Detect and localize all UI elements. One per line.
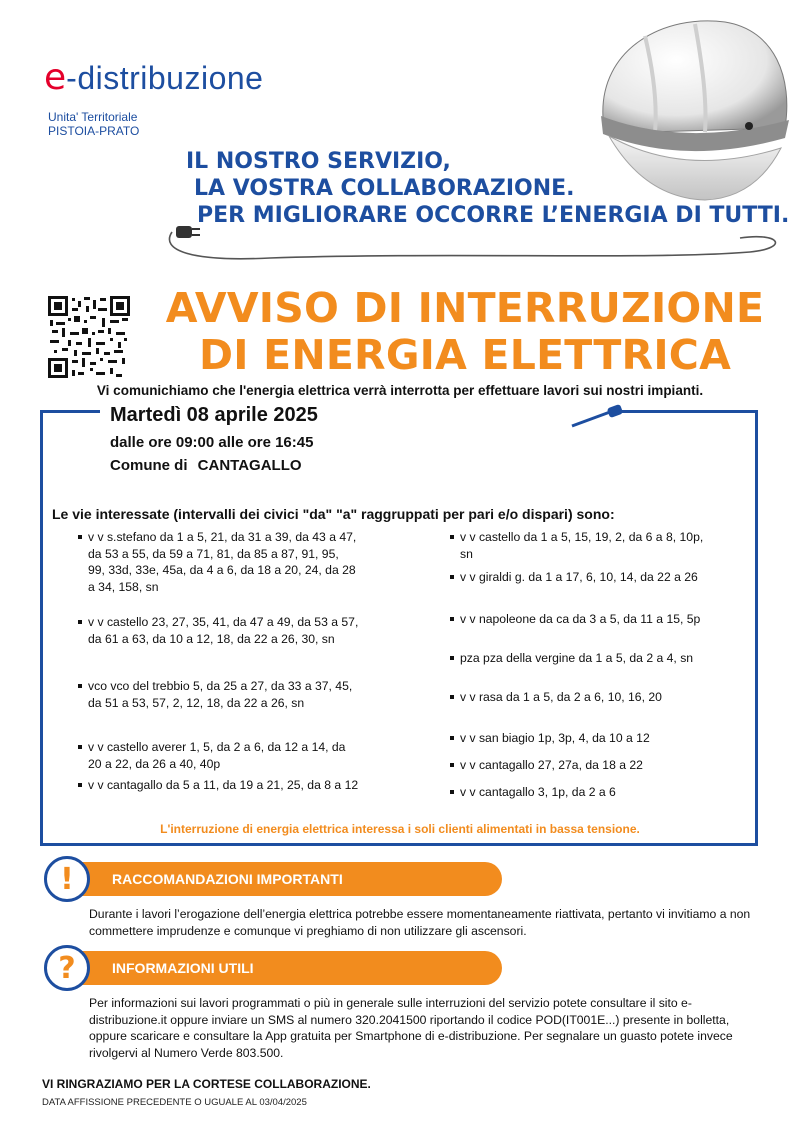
street-item: v v cantagallo da 5 a 11, da 19 a 21, 25, da 8 a 12 (76, 777, 366, 794)
street-item: v v rasa da 1 a 5, da 2 a 6, 10, 16, 20 (448, 689, 748, 706)
low-voltage-note: L'interruzione di energia elettrica interessa i soli clienti alimentati in bassa tensione. (160, 822, 640, 836)
slogan-line: PER MIGLIORARE OCCORRE L’ENERGIA DI TUTTI. (197, 203, 790, 228)
recommendations-heading: RACCOMANDAZIONI IMPORTANTI (112, 871, 343, 887)
street-item: v v s.stefano da 1 a 5, 21, da 31 a 39, da 43 a 47, da 53 a 55, da 59 a 71, 81, da 85 a 87, 91, 95, 99, 33d, 33e, 45a, da 4 a 6, da 18 a 20, 24, da 28 a 34, 158, sn (76, 529, 358, 595)
municipality-label: Comune di (110, 457, 188, 474)
street-item: v v castello averer 1, 5, da 2 a 6, da 12 a 14, da 20 a 22, da 26 a 40, 40p (76, 739, 352, 772)
street-item: v v san biagio 1p, 3p, 4, da 10 a 12 (448, 730, 748, 747)
plug-icon (570, 400, 630, 430)
street-item: v v cantagallo 27, 27a, da 18 a 22 (448, 757, 748, 774)
unit-label: Unita' Territoriale (48, 110, 138, 124)
question-icon: ? (44, 945, 90, 991)
qr-code (48, 296, 130, 378)
street-item: v v cantagallo 3, 1p, da 2 a 6 (448, 784, 748, 801)
slogan-line: LA VOSTRA COLLABORAZIONE. (194, 176, 575, 201)
municipality (110, 457, 302, 474)
title-line: DI ENERGIA ELETTRICA (198, 331, 732, 379)
street-item: v v castello 23, 27, 35, 41, da 47 a 49, da 53 a 57, da 61 a 63, da 10 a 12, 18, da 22 a 26, 30, sn (76, 614, 366, 647)
company-logo (44, 57, 264, 98)
intro-text: Vi comunichiamo che l'energia elettrica verrà interrotta per effettuare lavori sui nostri impianti. (96, 383, 704, 398)
street-item: v v giraldi g. da 1 a 17, 6, 10, 14, da 22 a 26 (448, 569, 748, 586)
exclamation-icon: ! (44, 856, 90, 902)
street-item: pza pza della vergine da 1 a 5, da 2 a 4, sn (448, 650, 748, 667)
logo-wordmark: -distribuzione (66, 60, 264, 96)
outage-date: Martedì 08 aprile 2025 (110, 404, 318, 426)
box-top-border (40, 410, 100, 413)
streets-intro: Le vie interessate (intervalli dei civici "da" "a" raggruppati per pari e/o dispari) sono: (52, 506, 615, 522)
recommendations-text: Durante i lavori l’erogazione dell’energia elettrica potrebbe essere momentaneamente riattivata, pertanto vi invitiamo a non commettere imprudenze e comunque vi preghiamo di non utilizzare gli ascensori. (89, 907, 751, 938)
street-item: v v castello da 1 a 5, 15, 19, 2, da 6 a 8, 10p, sn (448, 529, 718, 562)
street-item: v v napoleone da ca da 3 a 5, da 11 a 15, 5p (448, 611, 733, 628)
plug-cable-decoration (150, 200, 790, 270)
unit-name: PISTOIA-PRATO (48, 124, 140, 138)
box-top-border (620, 410, 758, 413)
territorial-unit (48, 110, 139, 138)
notice-title (140, 285, 790, 379)
slogan-line: IL NOSTRO SERVIZIO, (186, 149, 451, 174)
posting-date: DATA AFFISSIONE PRECEDENTE O UGUALE AL 03/04/2025 (42, 1097, 307, 1108)
municipality-name: CANTAGALLO (197, 457, 302, 474)
outage-time: dalle ore 09:00 alle ore 16:45 (110, 434, 314, 451)
logo-e-mark: e (44, 57, 67, 98)
info-heading: INFORMAZIONI UTILI (112, 960, 254, 976)
street-item: vco vco del trebbio 5, da 25 a 27, da 33 a 37, 45, da 51 a 53, 57, 2, 12, 18, da 22 a 26, sn (76, 678, 366, 711)
info-text: Per informazioni sui lavori programmati o più in generale sulle interruzioni del servizio potete consultare il sito e-distribuzione.it oppure inviare un SMS al numero 320.2041500 riportando il codice POD(IT001E...) presente in bolletta, oppure scaricare e consultare la App gratuita per Smartphone di e-distribuzione. Per segnalare un guasto potete invece rivolgervi al Numero Verde 803.500. (89, 996, 733, 1060)
thanks-text: VI RINGRAZIAMO PER LA CORTESE COLLABORAZIONE. (42, 1077, 371, 1091)
title-line: AVVISO DI INTERRUZIONE (165, 284, 765, 332)
